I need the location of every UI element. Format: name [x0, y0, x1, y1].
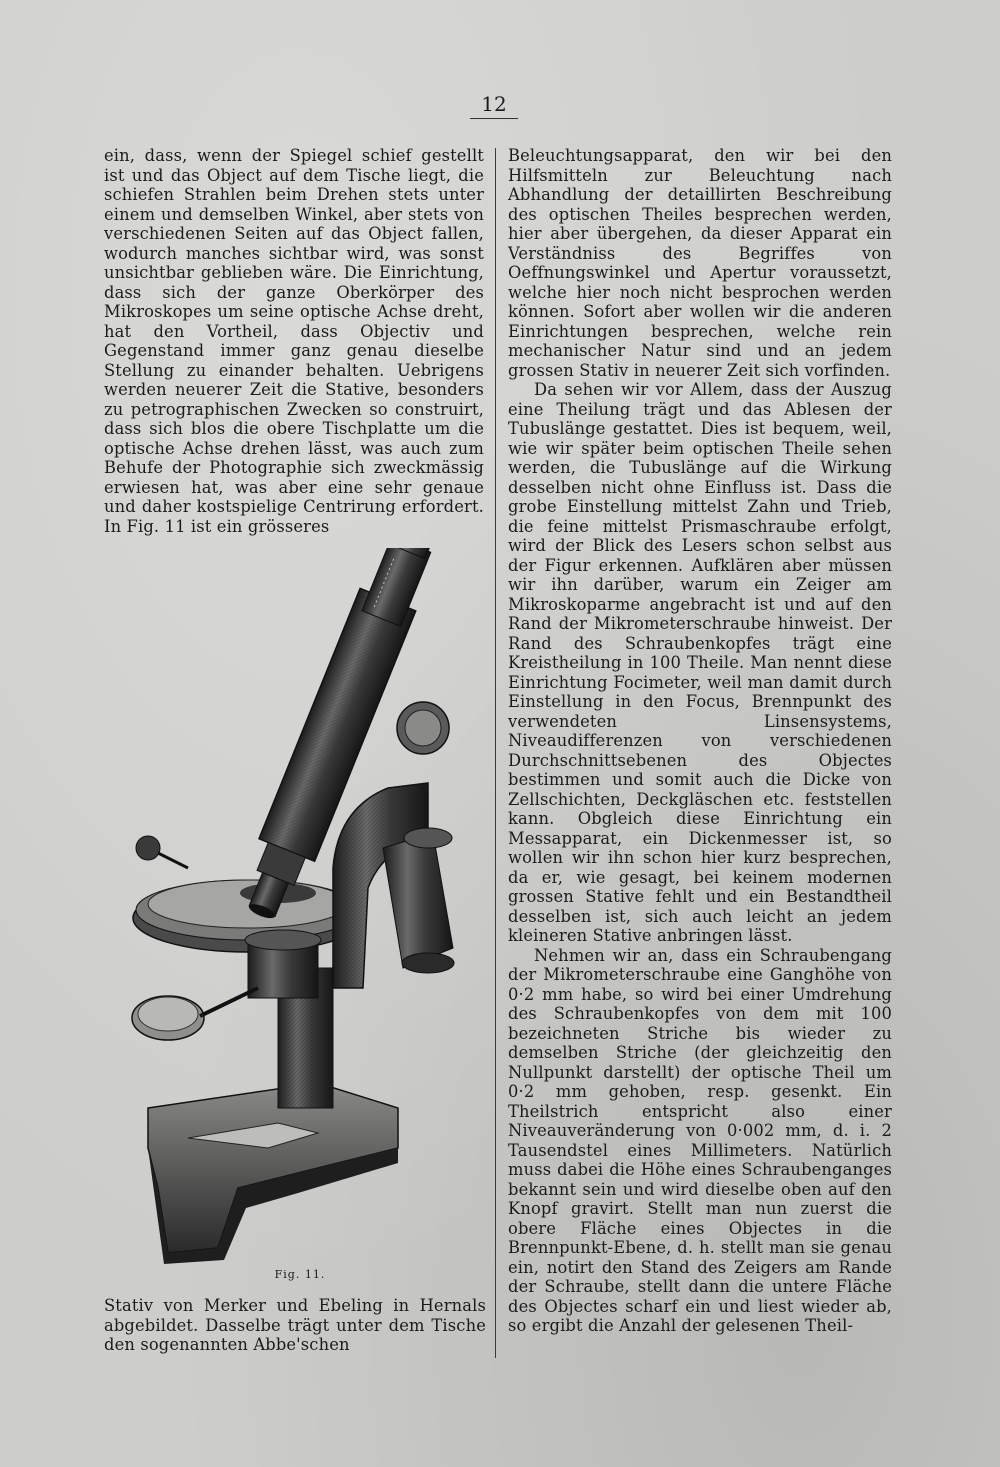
right-paragraph-2: Da sehen wir vor Allem, dass der Auszug eine Theilung trägt und das Ablesen der Tubuslänge gestattet. Dies ist bequem, weil, wie wir später beim optischen Theile sehen werden, die Tubuslänge auf die Wirkung desselben nicht ohne Einfluss ist. Dass die grobe Einstellung mittelst Zahn und Trieb, die feine mittelst Prismaschraube erfolgt, wird der Blick des Lesers schon selbst aus der Figur erkennen. Aufklären aber müssen wir ihn darüber, warum ein Zeiger am Mikroskoparme angebracht ist und auf den Rand der Mikrometerschraube hinweist. Der Rand des Schraubenkopfes trägt eine Kreistheilung in 100 Theile. Man nennt diese Einrichtung Focimeter, weil man damit durch Einstellung in den Focus, Brennpunkt des verwendeten Linsensystems, Niveaudifferenzen von verschiedenen Durchschnittsebenen des Objectes bestimmen und somit auch die Dicke von Zellschichten, Deckgläschen etc. feststellen kann. Obgleich diese Einrichtung ein Messapparat, ein Dickenmesser ist, so wollen wir ihn schon hier kurz besprechen, da er, wie gesagt, bei keinem modernen grossen Stative fehlt und ein Bestandtheil desselben ist, sich auch leicht an jedem kleineren Stative anbringen lässt.	[508, 380, 892, 945]
column-divider	[495, 148, 496, 1358]
page-number: 12	[470, 92, 518, 119]
right-paragraph-3: Nehmen wir an, dass ein Schraubengang der Mikrometerschraube eine Ganghöhe von 0·2 mm habe, so wird bei einer Umdrehung des Schraubenkopfes von dem mit 100 bezeichneten Striche bis wieder zu demselben Striche (der gleichzeitig den Nullpunkt darstellt) der optische Theil um 0·2 mm gehoben, resp. gesenkt. Ein Theilstrich entspricht also einer Niveauveränderung von 0·002 mm, d. i. 2 Tausendstel eines Millimeters. Natürlich muss dabei die Höhe eines Schraubenganges bekannt sein und wird dieselbe oben auf den Knopf gravirt. Stellt man nun zuerst die obere Fläche eines Objectes in die Brennpunkt-Ebene, d. h. stellt man sie genau ein, notirt den Stand des Zeigers am Rande der Schraube, stellt dann die untere Fläche des Objectes scharf ein und liest wieder ab, so ergibt die Anzahl der gelesenen Theil-	[508, 945, 892, 1335]
microscope-figure	[128, 548, 484, 1268]
right-paragraph-1: Beleuchtungsapparat, den wir bei den Hilfsmitteln zur Beleuchtung nach Abhandlung der detaillirten Beschreibung des optischen Theiles besprechen werden, hier aber übergehen, da dieser Apparat ein Verständniss des Begriffes von Oeffnungswinkel und Apertur voraussetzt, welche hier noch nicht besprochen werden können. Sofort aber wollen wir die anderen Einrichtungen besprechen, welche rein mechanischer Natur sind und an jedem grossen Stativ in neuerer Zeit sich vorfinden.	[508, 146, 892, 380]
left-paragraph-bottom: Stativ von Merker und Ebeling in Hernals abgebildet. Dasselbe trägt unter dem Tische den sogenannten Abbe'schen	[104, 1296, 486, 1354]
left-column-top	[104, 146, 484, 536]
left-column-bottom	[104, 1296, 486, 1355]
microscope-engraving-icon	[128, 548, 484, 1268]
figure-caption: Fig. 11.	[274, 1268, 326, 1281]
left-paragraph-top: ein, dass, wenn der Spiegel schief gestellt ist und das Object auf dem Tische liegt, die schiefen Strahlen beim Drehen stets unter einem und demselben Winkel, aber stets von verschiedenen Seiten auf das Object fallen, wodurch manches sichtbar wird, was sonst unsichtbar geblieben wäre. Die Einrichtung, dass sich der ganze Oberkörper des Mikroskopes um seine optische Achse dreht, hat den Vortheil, dass Objectiv und Gegenstand immer ganz genau dieselbe Stellung zu einander behalten. Uebrigens werden neuerer Zeit die Stative, besonders zu petrographischen Zwecken so construirt, dass sich blos die obere Tischplatte um die optische Achse drehen lässt, was auch zum Behufe der Photographie sich zweckmässig erwiesen hat, was aber eine sehr genaue und daher kostspielige Centrirung erfordert. In Fig. 11 ist ein grösseres	[104, 146, 484, 536]
right-column	[508, 146, 892, 1336]
